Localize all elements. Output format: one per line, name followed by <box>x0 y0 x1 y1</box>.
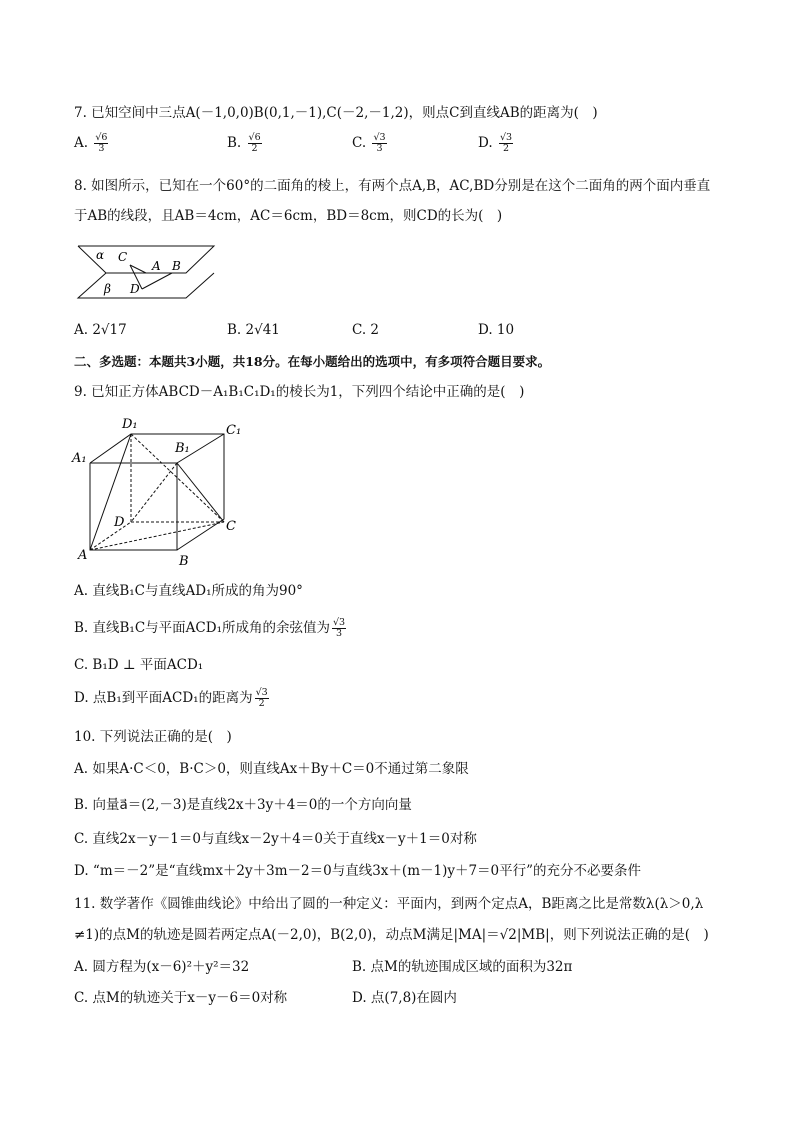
section-2-heading: 二、多选题：本题共3小题，共18分。在每小题给出的选项中，有多项符合题目要求。 <box>74 354 551 369</box>
q9-label-a: A <box>78 548 88 563</box>
q9-label-d1: D₁ <box>122 417 138 432</box>
q8-label-beta: β <box>104 282 111 296</box>
q9-option-d-fraction <box>255 688 269 709</box>
q9-label-c1: C₁ <box>226 423 242 438</box>
q9-diagonal-ac <box>90 522 224 550</box>
q8-option-d: D. 10 <box>478 322 515 338</box>
q7-option-d-fraction <box>499 133 513 154</box>
q7-option-b-den: 2 <box>251 143 258 154</box>
q9-diagonal-b1d <box>131 463 177 522</box>
q7-option-d-label: D. <box>478 135 497 151</box>
q10-stem: 10. 下列说法正确的是( ) <box>74 729 232 745</box>
q10-option-d: D. “m＝－2”是“直线mx＋2y＋3m－2＝0与直线3x＋(m－1)y＋7＝0平行”的充分不必要条件 <box>74 863 642 879</box>
q9-front-face <box>90 463 177 550</box>
q7-option-c-num: √3 <box>373 132 386 143</box>
q9-label-a1: A₁ <box>72 451 87 466</box>
q7-option-b-num: √6 <box>248 132 261 143</box>
q9-option-b-fraction <box>332 618 346 639</box>
q8-plane-beta <box>78 273 214 298</box>
q7-stem: 7. 已知空间中三点A(－1,0,0)B(0,1,－1),C(－2,－1,2)，则点C到直线AB的距离为( ) <box>74 105 598 121</box>
q11-stem-line1: 11. 数学著作《圆锥曲线论》中给出了圆的一种定义：平面内，到两个定点A，B距离之比是常数λ(λ＞0,λ <box>74 896 704 912</box>
q9-option-d-text: D. 点B₁到平面ACD₁的距离为 <box>74 690 253 706</box>
q7-option-c-den: 3 <box>376 143 383 154</box>
q9-option-d-num: √3 <box>255 687 268 698</box>
q10-option-c: C. 直线2x－y－1＝0与直线x－2y＋4＝0关于直线x－y＋1＝0对称 <box>74 831 477 847</box>
q8-options <box>74 322 734 350</box>
q8-label-d: D <box>130 282 140 296</box>
q9-option-b-text: B. 直线B₁C与平面ACD₁所成角的余弦值为 <box>74 620 330 636</box>
q7-option-b-fraction <box>248 133 262 154</box>
q8-stem-line2: 于AB的线段，且AB＝4cm，AC＝6cm，BD＝8cm，则CD的长为( ) <box>74 208 503 224</box>
q11-option-c: C. 点M的轨迹关于x－y－6＝0对称 <box>74 990 288 1006</box>
q7-options <box>74 133 734 161</box>
q7-option-c <box>352 133 387 154</box>
q10-option-a: A. 如果A·C＜0，B·C＞0，则直线Ax＋By＋C＝0不通过第二象限 <box>74 761 469 777</box>
q8-segment-bd <box>142 273 172 289</box>
q7-option-a-den: 3 <box>98 143 105 154</box>
q9-option-a: A. 直线B₁C与直线AD₁所成的角为90° <box>74 583 303 599</box>
q7-option-b-label: B. <box>227 135 246 151</box>
q11-option-a: A. 圆方程为(x－6)²＋y²＝32 <box>74 959 250 975</box>
q11-option-b: B. 点M的轨迹围成区域的面积为32π <box>352 959 573 975</box>
q7-option-a-label: A. <box>74 135 93 151</box>
q8-dihedral-figure <box>74 243 224 301</box>
q11-option-d: D. 点(7,8)在圆内 <box>352 990 457 1006</box>
q7-option-c-fraction <box>372 133 386 154</box>
q9-option-d <box>74 688 269 709</box>
q7-option-d <box>478 133 513 154</box>
q9-option-b-num: √3 <box>332 617 346 628</box>
q7-option-d-den: 2 <box>502 143 510 154</box>
q9-stem: 9. 已知正方体ABCD－A₁B₁C₁D₁的棱长为1，下列四个结论中正确的是( ) <box>74 384 525 400</box>
q8-stem-line1: 8. 如图所示，已知在一个60°的二面角的棱上，有两个点A,B，AC,BD分别是在这个二面角的两个面内垂直 <box>74 178 711 194</box>
q7-option-c-label: C. <box>352 135 371 151</box>
q9-label-d: D <box>114 515 125 530</box>
q8-option-a: A. 2√17 <box>74 322 127 338</box>
q8-label-c: C <box>118 250 128 264</box>
q9-option-b <box>74 618 346 639</box>
q9-option-b-den: 3 <box>336 628 343 639</box>
q9-option-c: C. B₁D ⊥ 平面ACD₁ <box>74 657 204 673</box>
q8-label-b: B <box>172 259 181 273</box>
q9-diagonal-ad1 <box>90 434 131 550</box>
q11-stem-line2: ≠1)的点M的轨迹是圆若两定点A(－2,0)，B(2,0)，动点M满足|MA|＝√2|MB|，则下列说法正确的是( ) <box>74 927 709 943</box>
q9-label-b1: B₁ <box>175 441 190 456</box>
q8-option-b: B. 2√41 <box>227 322 280 338</box>
q8-label-alpha: α <box>96 248 105 262</box>
q7-option-a-num: √6 <box>95 132 108 143</box>
q9-label-c: C <box>226 519 236 534</box>
q7-option-a-fraction <box>94 133 108 154</box>
q9-cube-figure <box>70 414 250 570</box>
q8-option-c: C. 2 <box>352 322 380 338</box>
q9-label-b: B <box>179 554 189 569</box>
q7-option-a <box>74 133 108 154</box>
q9-option-d-den: 2 <box>258 698 265 709</box>
q7-option-b <box>227 133 262 154</box>
q9-diagonal-b1c <box>177 463 224 522</box>
q8-label-a: A <box>152 259 161 273</box>
q10-option-b: B. 向量a⃗＝(2,－3)是直线2x＋3y＋4＝0的一个方向向量 <box>74 797 412 813</box>
q7-option-d-num: √3 <box>499 132 513 143</box>
